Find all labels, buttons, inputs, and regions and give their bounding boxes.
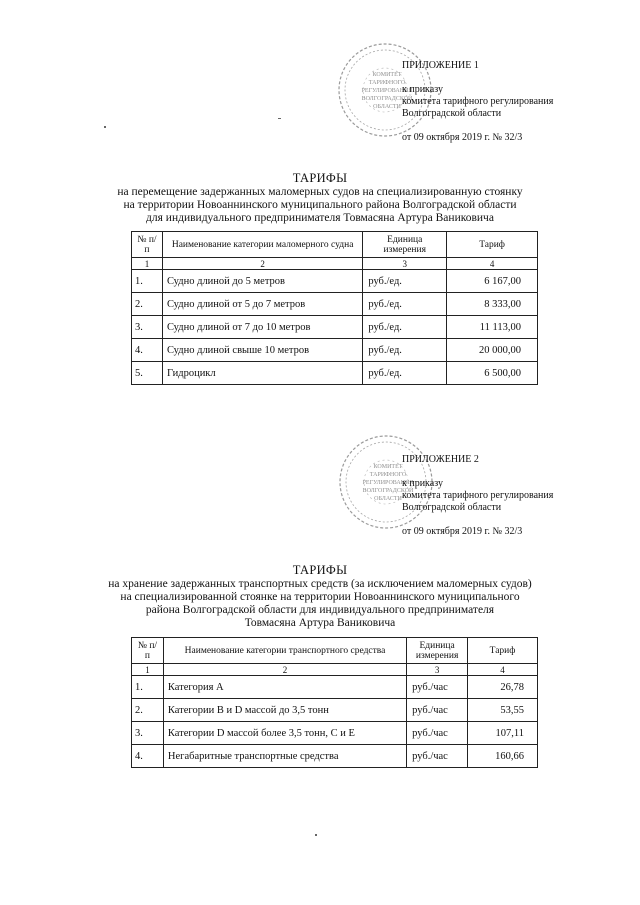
row-category: Гидроцикл <box>162 362 362 385</box>
stray-mark <box>104 126 106 128</box>
column-number: 4 <box>447 258 538 270</box>
section-1-title: ТАРИФЫ <box>292 171 348 185</box>
table-row <box>132 270 538 293</box>
section-2-subtitle-line: района Волгоградской области для индивидуального предпринимателя <box>145 604 495 616</box>
row-number: 3. <box>132 316 163 339</box>
appendix-1-region: Волгоградской области <box>402 108 502 119</box>
column-number: 2 <box>162 258 362 270</box>
row-number: 1. <box>132 270 163 293</box>
stamp-2-line: РЕГУЛИРОВАНИЯ <box>362 480 414 486</box>
table-column-number-row <box>132 258 538 270</box>
appendix-2-to-order: к приказу <box>402 478 443 489</box>
row-number: 3. <box>132 722 164 745</box>
table-row <box>132 293 538 316</box>
column-number: 1 <box>132 258 163 270</box>
stamp-2-line: КОМИТЕТ <box>373 464 403 470</box>
section-2-subtitle-line: Товмасяна Артура Ваниковича <box>244 617 396 629</box>
appendix-1-label: ПРИЛОЖЕНИЕ 1 <box>402 60 479 71</box>
table-row <box>132 316 538 339</box>
section-1-subtitle-line: на перемещение задержанных маломерных судов на специализированную стоянку <box>117 186 523 198</box>
header-tariff: Тариф <box>447 232 538 258</box>
header-unit: Единица измерения <box>407 638 468 664</box>
header-tariff: Тариф <box>468 638 538 664</box>
header-number: № п/п <box>132 638 164 664</box>
table-row <box>132 699 538 722</box>
row-tariff: 6 167,00 <box>447 270 538 293</box>
row-tariff: 8 333,00 <box>447 293 538 316</box>
stamp-1-line: ОБЛАСТИ <box>373 104 401 110</box>
stamp-2-line: ОБЛАСТИ <box>374 496 402 502</box>
row-unit: руб./час <box>407 676 468 699</box>
row-category: Категории D массой более 3,5 тонн, С и Е <box>163 722 406 745</box>
row-tariff: 26,78 <box>468 676 538 699</box>
row-tariff: 20 000,00 <box>447 339 538 362</box>
row-category: Категория А <box>163 676 406 699</box>
row-number: 2. <box>132 293 163 316</box>
table-column-number-row <box>132 664 538 676</box>
table-row <box>132 339 538 362</box>
section-2-subtitle-line: на специализированной стоянке на территории Новоаннинского муниципального <box>120 591 520 603</box>
row-category: Категории В и D массой до 3,5 тонн <box>163 699 406 722</box>
appendix-1-header <box>402 60 553 144</box>
row-unit: руб./час <box>407 745 468 768</box>
stray-mark <box>315 834 317 836</box>
row-unit: руб./час <box>407 699 468 722</box>
table-row <box>132 676 538 699</box>
row-tariff: 107,11 <box>468 722 538 745</box>
header-unit: Единица измерения <box>363 232 447 258</box>
tariff-table-1 <box>131 231 538 385</box>
section-2-heading <box>60 564 580 630</box>
stamp-2-line: ВОЛГОГРАДСКОЙ <box>362 488 414 494</box>
row-tariff: 160,66 <box>468 745 538 768</box>
appendix-2-region: Волгоградской области <box>402 502 502 513</box>
column-number: 3 <box>407 664 468 676</box>
stamp-1-line: ВОЛГОГРАДСКОЙ <box>361 96 413 102</box>
row-number: 2. <box>132 699 164 722</box>
row-category: Судно длиной до 5 метров <box>162 270 362 293</box>
appendix-1-to-order: к приказу <box>402 84 443 95</box>
appendix-2-header <box>402 454 553 538</box>
section-2-subtitle-line: на хранение задержанных транспортных средств (за исключением маломерных судов) <box>108 578 532 590</box>
column-number: 1 <box>132 664 164 676</box>
row-number: 5. <box>132 362 163 385</box>
row-unit: руб./ед. <box>363 293 447 316</box>
section-1-subtitle-line: на территории Новоаннинского муниципального района Волгоградской области <box>123 199 517 211</box>
row-number: 1. <box>132 676 164 699</box>
row-number: 4. <box>132 745 164 768</box>
header-category: Наименование категории транспортного средства <box>163 638 406 664</box>
row-unit: руб./ед. <box>363 339 447 362</box>
table-row <box>132 722 538 745</box>
row-category: Судно длиной от 7 до 10 метров <box>162 316 362 339</box>
row-tariff: 53,55 <box>468 699 538 722</box>
stamp-1-line: ТАРИФНОГО <box>368 80 406 86</box>
row-category: Судно длиной свыше 10 метров <box>162 339 362 362</box>
row-unit: руб./час <box>407 722 468 745</box>
stamp-2-line: ТАРИФНОГО <box>369 472 407 478</box>
column-number: 2 <box>163 664 406 676</box>
row-number: 4. <box>132 339 163 362</box>
section-1-subtitle-line: для индивидуального предпринимателя Товмасяна Артура Ваниковича <box>146 212 494 224</box>
stamp-1-line: КОМИТЕТ <box>372 72 402 78</box>
row-unit: руб./ед. <box>363 316 447 339</box>
tariff-table-2 <box>131 637 538 768</box>
stray-mark <box>278 118 281 119</box>
row-unit: руб./ед. <box>363 270 447 293</box>
row-tariff: 11 113,00 <box>447 316 538 339</box>
stamp-1-line: РЕГУЛИРОВАНИЯ <box>361 88 413 94</box>
column-number: 4 <box>468 664 538 676</box>
row-category: Негабаритные транспортные средства <box>163 745 406 768</box>
table-header-row <box>132 232 538 258</box>
section-2-title: ТАРИФЫ <box>292 563 348 577</box>
row-category: Судно длиной от 5 до 7 метров <box>162 293 362 316</box>
table-header-row <box>132 638 538 664</box>
column-number: 3 <box>363 258 447 270</box>
section-1-heading <box>60 172 580 225</box>
row-unit: руб./ед. <box>363 362 447 385</box>
appendix-2-label: ПРИЛОЖЕНИЕ 2 <box>402 454 479 465</box>
table-row <box>132 745 538 768</box>
appendix-2-date: от 09 октября 2019 г. № 32/3 <box>402 526 523 537</box>
header-number: № п/п <box>132 232 163 258</box>
appendix-2-committee: комитета тарифного регулирования <box>402 490 554 501</box>
appendix-1-committee: комитета тарифного регулирования <box>402 96 554 107</box>
row-tariff: 6 500,00 <box>447 362 538 385</box>
table-row <box>132 362 538 385</box>
header-category: Наименование категории маломерного судна <box>162 232 362 258</box>
appendix-1-date: от 09 октября 2019 г. № 32/3 <box>402 132 523 143</box>
